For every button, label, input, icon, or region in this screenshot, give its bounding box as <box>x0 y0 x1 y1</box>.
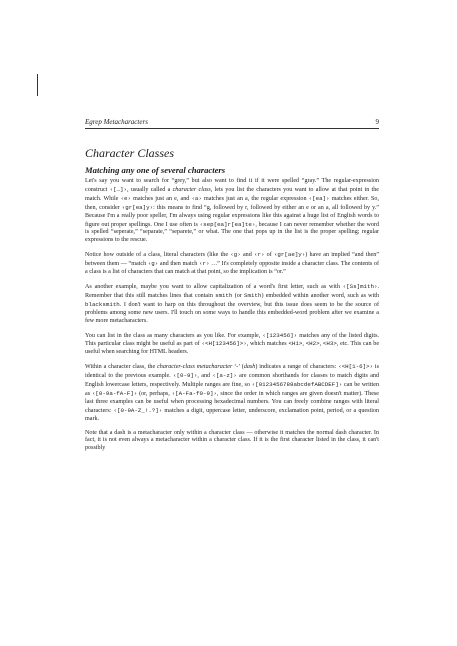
text-run: , because I can never remember whether the word is spelled “seperate,” “separate,” “separete,” or what. The one that pops up in the list is the proper spelling; regular expressions to the rescue. <box>85 221 379 244</box>
regex-code: ‹[Ss]mith› <box>342 282 378 290</box>
text-run: , which matches <box>246 341 289 348</box>
regex-code: ‹g› <box>230 251 241 259</box>
text-run: matches just an e, and <box>130 195 192 202</box>
text-run: . I don't want to harp on this throughout the overview, but this issue does seem to be the source of problems among some new users. I'll touch on some ways to handle this embedded-word problem after we examine a few more metacharacters. <box>85 301 379 324</box>
text-run: are common shorthands for classes to match digits and English lowercase letters, respectively. Multiple ranges are fine, so <box>85 373 379 389</box>
text-run: ) indicates a range of characters: <box>255 364 339 371</box>
subsection-title: Matching any one of several characters <box>85 165 226 175</box>
text-run: matches any of the listed digits. This particular class might be useful as part of <box>85 332 379 348</box>
section-title: Character Classes <box>85 146 175 160</box>
paragraph <box>85 251 379 277</box>
page-number: 9 <box>375 118 379 126</box>
text-run: matches a digit, uppercase letter, underscore, exclamation point, period, or a question mark. <box>85 407 379 422</box>
running-header-title: Egrep Metacharacters <box>85 118 148 126</box>
regex-code: ‹[0123456789abcdefABCDEF]› <box>251 381 343 389</box>
regex-code: ‹a› <box>191 194 202 202</box>
regex-code: ‹[ea]› <box>308 194 330 202</box>
text-run: and <box>240 252 254 259</box>
text-run: ) have an implied “and then” between them — “match <box>85 252 379 268</box>
text-run: , and <box>197 373 213 380</box>
regex-code: <H3> <box>322 340 337 348</box>
regex-code: ‹[123456]› <box>262 331 298 339</box>
paragraph <box>85 430 379 454</box>
regex-code: ‹r› <box>253 251 265 259</box>
text-run: , etc. This can be useful when searching for HTML headers. <box>85 341 380 356</box>
text-run: : this means to find “g, followed by r, followed by either an e or an a, all followed by y.” Because I'm a really poor speller, I'm always using regular expressions like this against a huge list of English words to figure out proper spellings. One I use often is <box>85 204 379 228</box>
running-header <box>85 118 379 129</box>
paragraph <box>85 283 379 326</box>
text-run: , <box>302 341 306 348</box>
book-page <box>85 118 379 459</box>
text-run: (or, perhaps, <box>137 390 172 397</box>
regex-code: Smith <box>244 291 262 299</box>
regex-code: ‹[0-9A-Z_!.?]› <box>113 406 163 414</box>
regex-code: ‹<H[123456]>› <box>201 340 247 348</box>
italic-term: character class <box>172 186 211 193</box>
italic-term: dash <box>243 364 256 371</box>
regex-code: <H1> <box>288 340 303 348</box>
text-run: Notice how outside of a class, literal characters (like the <box>85 252 231 259</box>
text-run: and then match <box>158 261 199 268</box>
text-run: (or <box>232 292 245 299</box>
text-run: , <box>319 341 323 348</box>
regex-code: ‹g› <box>147 260 159 268</box>
text-run: . Remember that this still matches lines that contain <box>85 283 379 299</box>
text-run: , lets you list the characters you want to allow at that point in the match. While <box>85 186 379 202</box>
text-run: …” It's completely opposite inside a character class. The contents of a class is a list of characters that can match at that point, so the implication is “or.” <box>85 261 379 276</box>
text-run: You can list in the class as many characters as you like. For example, <box>85 332 263 339</box>
paragraph <box>85 178 379 245</box>
text-run: , since the order in which ranges are given doesn't matter). These last three examples can be useful when processing hexadecimal numbers. You can freely combine ranges with literal characters: <box>85 390 379 414</box>
regex-code: ‹r› <box>199 260 210 268</box>
regex-code: <H2> <box>305 340 320 348</box>
paragraph <box>85 363 379 423</box>
regex-code: ‹e› <box>120 194 131 202</box>
text-run: Within a character class, the <box>85 364 158 371</box>
regex-code: ‹<H[1-6]>› <box>338 363 374 371</box>
regex-code: ‹[0-9]› <box>173 372 198 380</box>
text-run: can be written as <box>85 382 379 397</box>
regex-code: ‹[a-z]› <box>212 372 237 380</box>
text-run: matches just an a, the regular expression <box>201 195 309 202</box>
text-run: is identical to the previous example. <box>85 364 379 380</box>
regex-code: ‹sep[ea]r[ea]te› <box>199 220 256 228</box>
text-run: ) embedded within another word, such as with <box>261 292 379 299</box>
text-run: Note that a dash is a metacharacter only within a character class — otherwise it matches the normal dash character. In fact, it is not even always a metacharacter within a character class. If it is the first character listed in the class, it can't possibly <box>85 429 379 452</box>
text-run: matches either. So, then, consider <box>85 195 379 211</box>
text-run: Let's say you want to search for “grey,” but also want to find it if it were spelled “gray.” The regular-expression construct <box>85 178 379 193</box>
regex-code: ‹[A-Fa-f0-9]› <box>171 389 217 397</box>
text-run: of <box>264 252 274 259</box>
regex-code: ‹gr[ea]y› <box>121 203 154 211</box>
text-run: , usually called a <box>127 186 173 193</box>
text-run: ‘-’ ( <box>232 364 244 371</box>
regex-code: ‹gr[ae]y› <box>273 251 306 259</box>
regex-code: ‹[0-9a-fA-F]› <box>91 389 138 397</box>
margin-change-bar <box>37 74 38 96</box>
text-run: As another example, maybe you want to allow capitalization of a word's first letter, such as with <box>85 283 343 290</box>
body-text <box>85 178 379 453</box>
regex-code: blacksmith <box>85 300 120 308</box>
regex-code: ‹[…]› <box>109 185 128 193</box>
italic-term: character-class metacharacter <box>157 364 233 371</box>
paragraph <box>85 332 379 358</box>
regex-code: smith <box>215 291 233 299</box>
